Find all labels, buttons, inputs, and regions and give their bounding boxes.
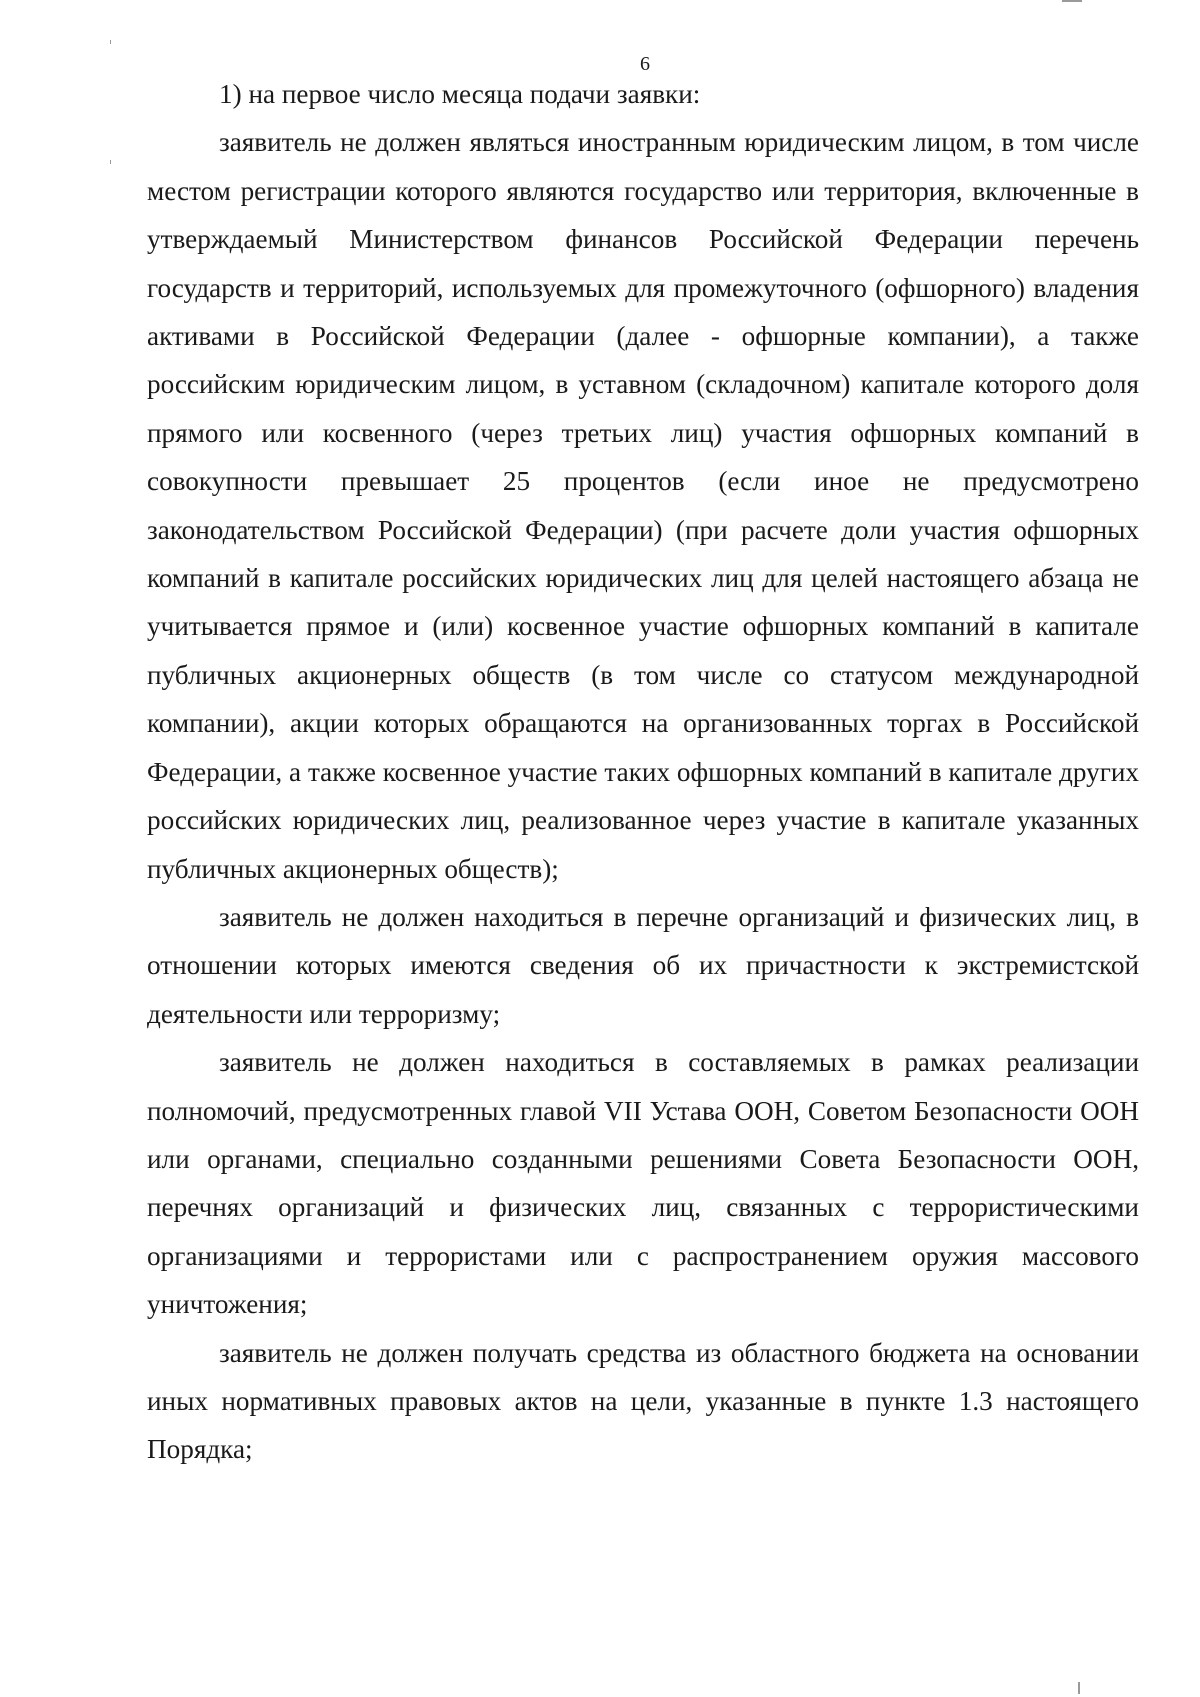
page-number: 6 [640, 53, 650, 75]
scan-artifact [110, 160, 111, 164]
paragraph-budget-funds: заявитель не должен получать средства из областного бюджета на основании иных нормативных правовых актов на цели, указанные в пункте 1.3 настоящего Порядка; [147, 1337, 1139, 1465]
paragraph-offshore-requirement: заявитель не должен являться иностранным юридическим лицом, в том числе местом регистрации которого являются государство или территория, включенные в утверждаемый Министерством финансов Российской Федерации перечень государств и территорий, используемых для промежуточного (офшорного) владения активами в Российской Федерации (далее - офшорные компании), а также российским юридическим лицом, в уставном (складочном) капитале которого доля прямого или косвенного (через третьих лиц) участия офшорных компаний в совокупности превышает 25 процентов (если иное не предусмотрено законодательством Российской Федерации) (при расчете доли участия офшорных компаний в капитале российских юридических лиц для целей настоящего абзаца не учитывается прямое и (или) косвенное участие офшорных компаний в капитале публичных акционерных обществ (в том числе со статусом международной компании), акции которых обращаются на организованных торгах в Российской Федерации, а также косвенное участие таких офшорных компаний в капитале других российских юридических лиц, реализованное через участие в капитале указанных публичных акционерных обществ); [147, 127, 1139, 884]
paragraph-intro: 1) на первое число месяца подачи заявки: [219, 79, 701, 109]
paragraph-un-sanctions-list: заявитель не должен находиться в составляемых в рамках реализации полномочий, предусмотренных главой VII Устава ООН, Советом Безопасности ООН или органами, специально созданными решениями Совета Безопасности ООН, перечнях организаций и физических лиц, связанных с террористическими организациями и террористами или с распространением оружия массового уничтожения; [147, 1047, 1139, 1320]
scan-artifact [1062, 0, 1082, 2]
document-body [147, 70, 1139, 1474]
paragraph-extremism-list: заявитель не должен находиться в перечне организаций и физических лиц, в отношении которых имеются сведения об их причастности к экстремистской деятельности или терроризму; [147, 901, 1139, 1029]
scan-artifact [110, 40, 111, 44]
scan-artifact [1078, 1682, 1080, 1694]
